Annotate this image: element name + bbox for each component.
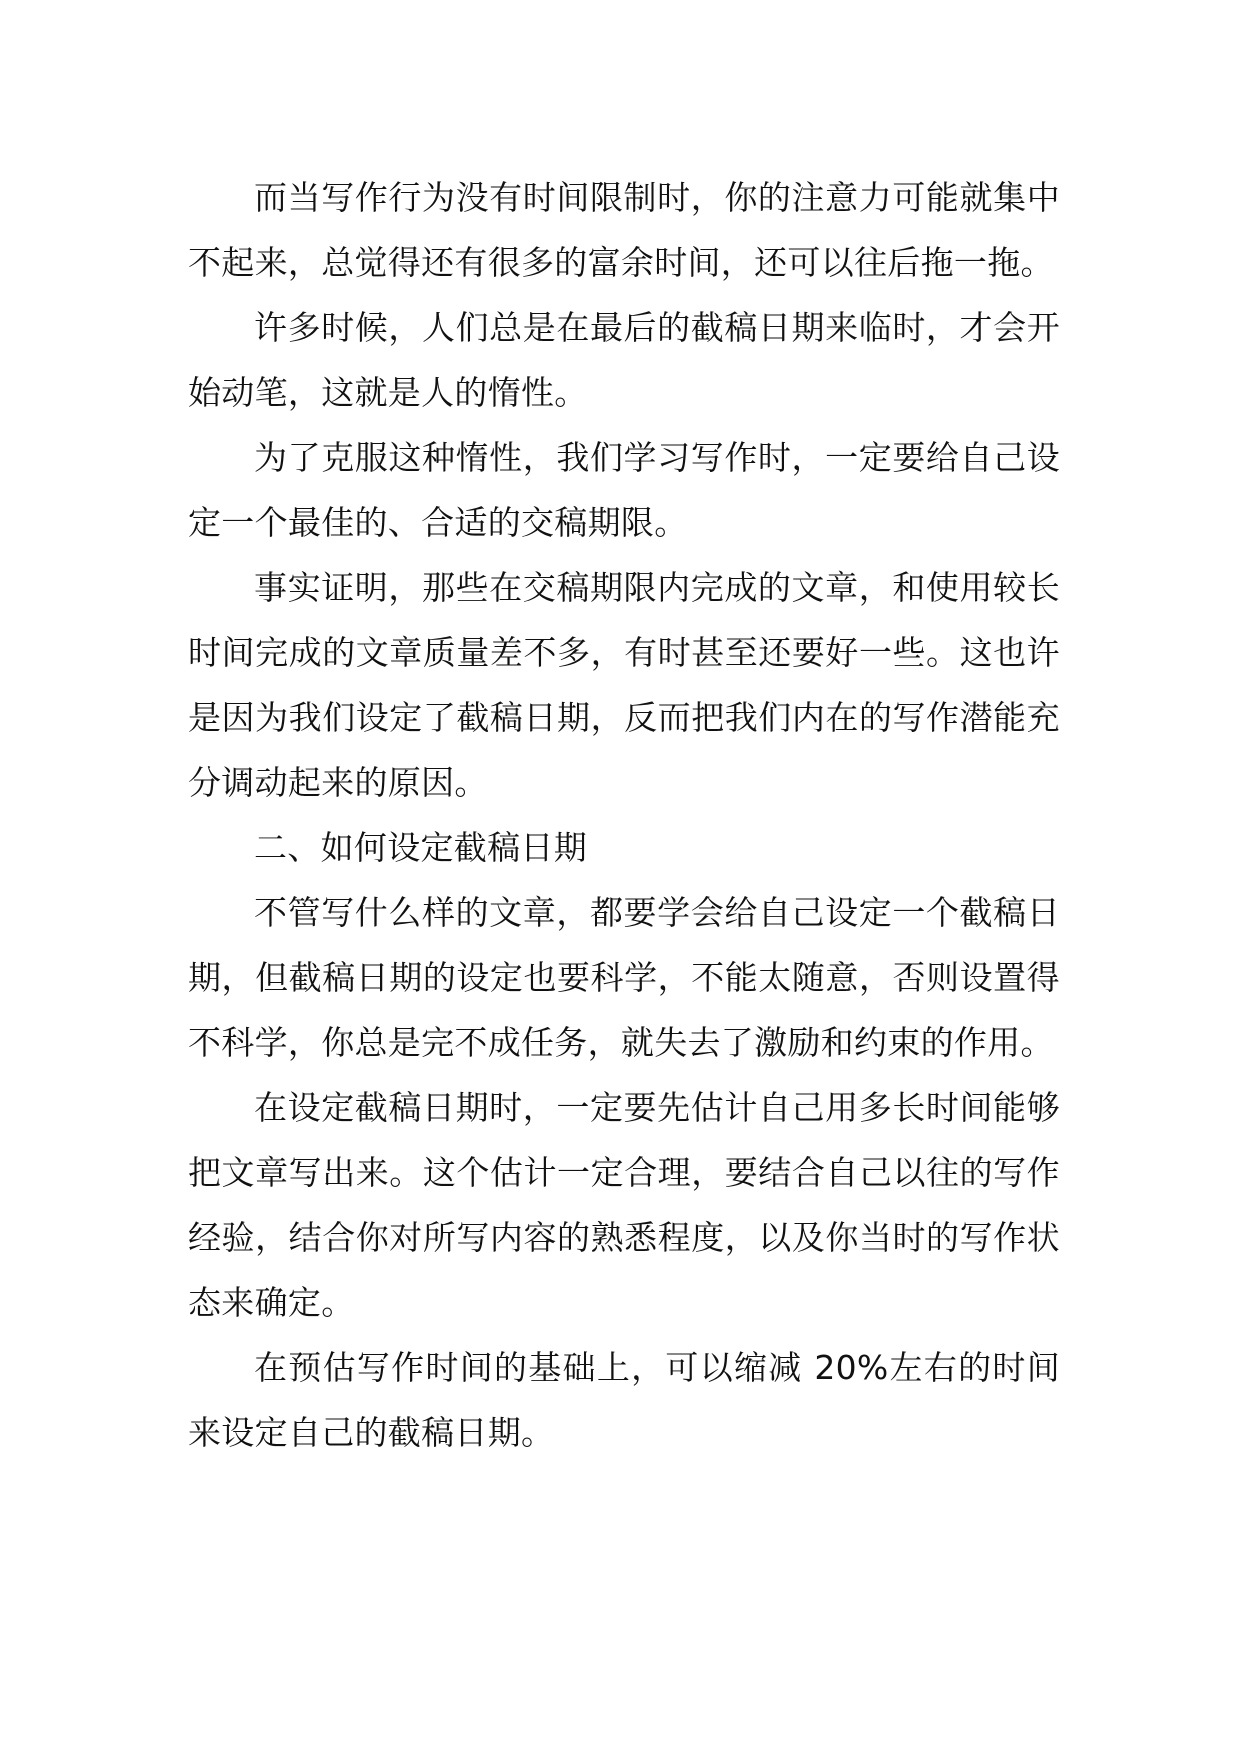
paragraph-reduce-time: 在预估写作时间的基础上，可以缩减 20%左右的时间来设定自己的截稿日期。 <box>188 1348 1060 1452</box>
paragraph-set-deadline-scientifically: 不管写什么样的文章，都要学会给自己设定一个截稿日期，但截稿日期的设定也要科学，不能太随意，否则设置得不科学，你总是完不成任务，就失去了激励和约束的作用。 <box>188 893 1060 1062</box>
document-body <box>188 165 1060 1465</box>
paragraph-no-time-limit: 而当写作行为没有时间限制时，你的注意力可能就集中不起来，总觉得还有很多的富余时间，还可以往后拖一拖。 <box>188 178 1060 282</box>
paragraph-estimate-time: 在设定截稿日期时，一定要先估计自己用多长时间能够把文章写出来。这个估计一定合理，要结合自己以往的写作经验，结合你对所写内容的熟悉程度，以及你当时的写作状态来确定。 <box>188 1088 1060 1322</box>
section-heading: 二、如何设定截稿日期 <box>254 828 587 867</box>
paragraph-overcome-inertia: 为了克服这种惰性，我们学习写作时，一定要给自己设定一个最佳的、合适的交稿期限。 <box>188 438 1060 542</box>
paragraph-procrastination: 许多时候，人们总是在最后的截稿日期来临时，才会开始动笔，这就是人的惰性。 <box>188 308 1060 412</box>
paragraph-facts-prove: 事实证明，那些在交稿期限内完成的文章，和使用较长时间完成的文章质量差不多，有时甚至还要好一些。这也许是因为我们设定了截稿日期，反而把我们内在的写作潜能充分调动起来的原因。 <box>188 568 1060 802</box>
